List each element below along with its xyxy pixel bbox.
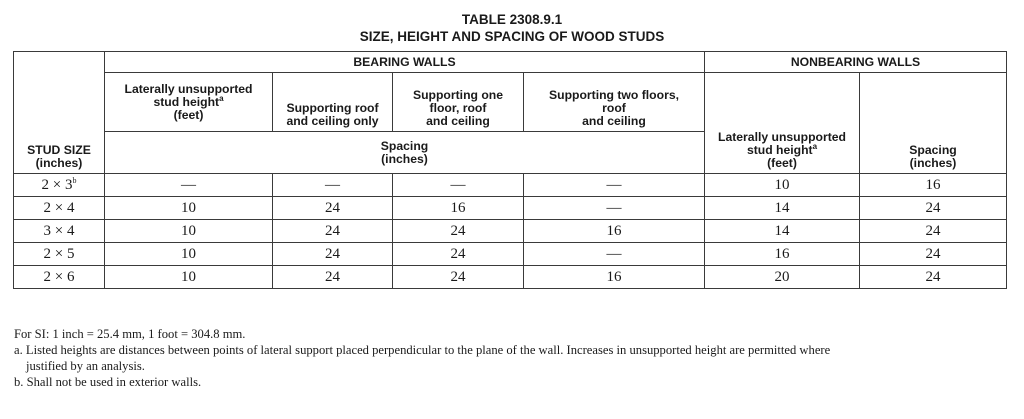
stud-size-cell: 2 × 4 — [14, 197, 105, 220]
nonbearing-spacing-header: Spacing (inches) — [860, 73, 1007, 174]
table-cell: 16 — [393, 197, 524, 220]
table-row — [14, 220, 1007, 243]
stub-header: STUD SIZE (inches) — [14, 52, 105, 174]
table-title: SIZE, HEIGHT AND SPACING OF WOOD STUDS — [359, 29, 665, 44]
stud-size-cell: $2 \times 3^b$ — [14, 174, 105, 197]
table-cell: 10 — [105, 220, 273, 243]
table-cell: 24 — [393, 220, 524, 243]
bearing-walls-header: BEARING WALLS — [105, 52, 705, 73]
table-number: TABLE 2308.9.1 — [461, 12, 563, 27]
one-floor-header: Supporting one floor, roof and ceiling — [393, 73, 524, 132]
bearing-height-header: Laterally unsupported stud height$^a$ (feet) — [105, 73, 273, 132]
table-cell: 10 — [705, 174, 860, 197]
table-cell: 24 — [860, 197, 1007, 220]
table-cell: 16 — [524, 266, 705, 289]
table-cell: — — [273, 174, 393, 197]
table-cell: 24 — [273, 266, 393, 289]
table-cell: 24 — [393, 266, 524, 289]
table-row — [14, 197, 1007, 220]
table-cell: — — [524, 174, 705, 197]
table-row — [14, 266, 1007, 289]
table-cell: 24 — [393, 243, 524, 266]
table-cell: 16 — [860, 174, 1007, 197]
stud-size-cell: 2 × 6 — [14, 266, 105, 289]
two-floors-header: Supporting two floors, roof and ceiling — [524, 73, 705, 132]
table-cell: 16 — [524, 220, 705, 243]
table-cell: 16 — [705, 243, 860, 266]
table-cell: — — [393, 174, 524, 197]
si-conversion-note: For SI: 1 inch = 25.4 mm, 1 foot = 304.8 mm. — [14, 327, 246, 341]
table-cell: 10 — [105, 266, 273, 289]
table-cell: 20 — [705, 266, 860, 289]
footnote-a: a. Listed heights are distances between points of lateral support placed perpendicular to the plane of the wall. Increases in unsupported height are permitted where — [14, 343, 831, 357]
table-cell: 24 — [273, 243, 393, 266]
table-cell: — — [524, 243, 705, 266]
nonbearing-walls-header: NONBEARING WALLS — [705, 52, 1007, 73]
table-footnotes — [14, 326, 1014, 390]
table-cell: 24 — [273, 220, 393, 243]
stud-table — [13, 51, 1007, 289]
table-cell: 24 — [860, 243, 1007, 266]
stud-size-cell: 2 × 5 — [14, 243, 105, 266]
nonbearing-height-header: Laterally unsupported stud height$^a$ (feet) — [705, 73, 860, 174]
table-cell: 14 — [705, 197, 860, 220]
table-cell: 14 — [705, 220, 860, 243]
footnote-a-continued: justified by an analysis. — [26, 359, 145, 373]
table-cell: — — [524, 197, 705, 220]
table-cell: 24 — [860, 220, 1007, 243]
table-cell: — — [105, 174, 273, 197]
bearing-spacing-header: Spacing (inches) — [105, 132, 705, 174]
table-cell: 10 — [105, 243, 273, 266]
table-cell: 10 — [105, 197, 273, 220]
table-row — [14, 174, 1007, 197]
roof-ceiling-header: Supporting roof and ceiling only — [273, 73, 393, 132]
table-cell: 24 — [273, 197, 393, 220]
footnote-b: b. Shall not be used in exterior walls. — [14, 375, 202, 389]
stud-size-cell: 3 × 4 — [14, 220, 105, 243]
table-row — [14, 243, 1007, 266]
table-cell: 24 — [860, 266, 1007, 289]
